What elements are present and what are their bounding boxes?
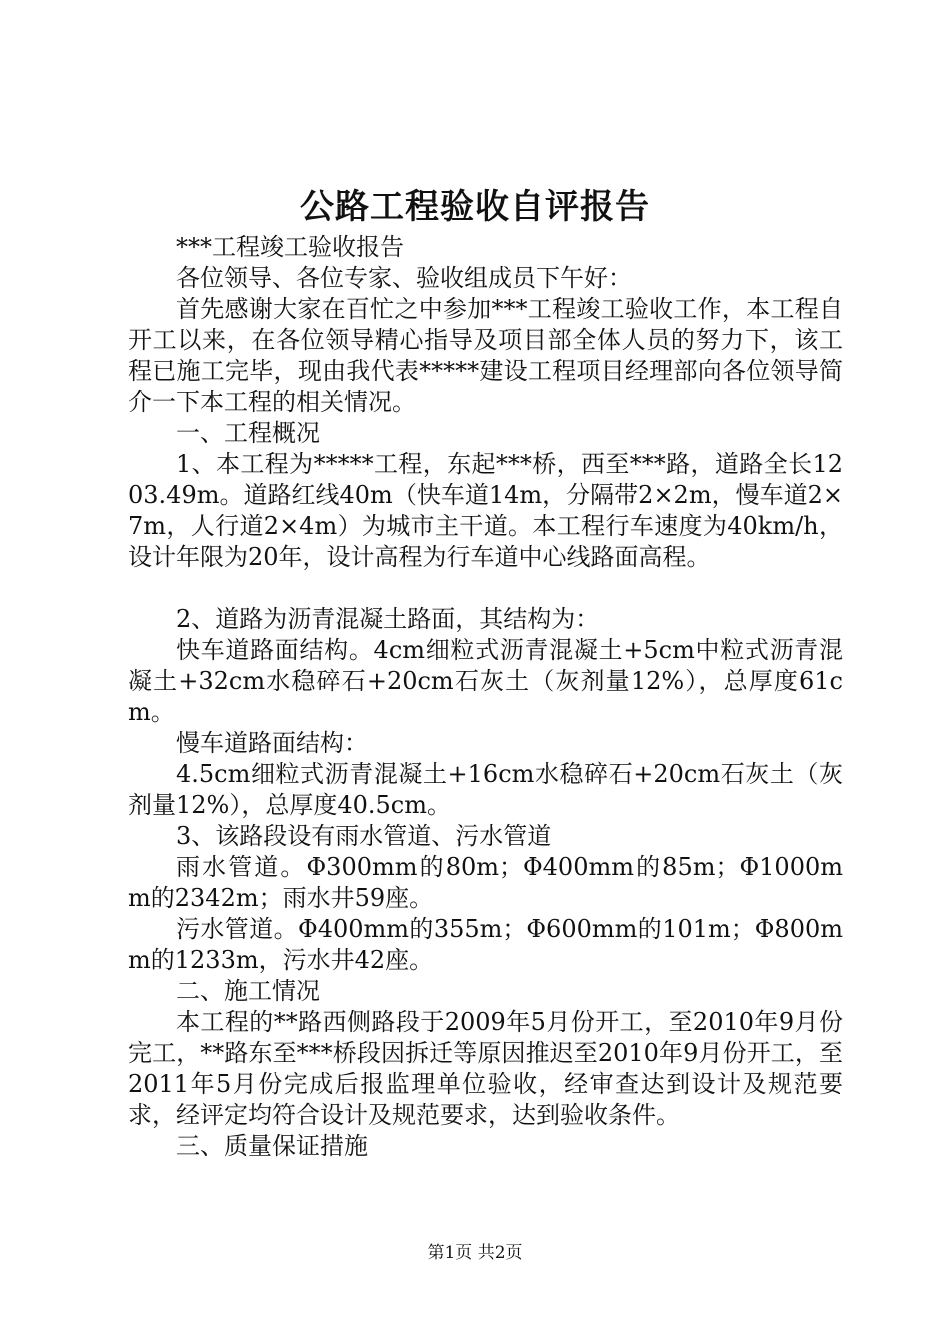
paragraph-rain-pipes: 雨水管道。Φ300mm的80m；Φ400mm的85m；Φ1000mm的2342m；雨水井59座。	[128, 853, 843, 912]
paragraph-report-heading: ***工程竣工验收报告	[176, 233, 404, 261]
section-heading-quality: 三、质量保证措施	[176, 1132, 368, 1160]
paragraph-construction: 本工程的**路西侧路段于2009年5月份开工，至2010年9月份完工，**路东至***桥段因拆迁等原因推迟至2010年9月份开工，至2011年5月份完成后报监理单位验收，经审查达到设计及规范要求，经评定均符合设计及规范要求，达到验收条件。	[128, 1008, 843, 1129]
paragraph-slow-lane-structure: 4.5cm细粒式沥青混凝土+16cm水稳碎石+20cm石灰土（灰剂量12%），总厚度40.5cm。	[128, 760, 843, 819]
section-heading-overview: 一、工程概况	[176, 419, 320, 447]
paragraph-greeting: 各位领导、各位专家、验收组成员下午好：	[176, 264, 632, 292]
paragraph-slow-lane-heading: 慢车道路面结构：	[176, 729, 368, 757]
document-title: 公路工程验收自评报告	[300, 187, 650, 227]
paragraph-sewage-pipes: 污水管道。Φ400mm的355m；Φ600mm的101m；Φ800mm的1233m，污水井42座。	[128, 915, 843, 974]
paragraph-overview-1: 1、本工程为*****工程，东起***桥，西至***路，道路全长1203.49m。道路红线40m（快车道14m，分隔带2×2m，慢车道2×7m，人行道2×4m）为城市主干道。本工程行车速度为40km/h，设计年限为20年，设计高程为行车道中心线路面高程。	[128, 450, 843, 571]
section-heading-construction: 二、施工情况	[176, 977, 320, 1005]
document-body	[128, 232, 843, 1162]
paragraph-pipelines: 3、该路段设有雨水管道、污水管道	[176, 822, 552, 850]
paragraph-intro: 首先感谢大家在百忙之中参加***工程竣工验收工作，本工程自开工以来，在各位领导精心指导及项目部全体人员的努力下，该工程已施工完毕，现由我代表*****建设工程项目经理部向各位领导简介一下本工程的相关情况。	[128, 295, 843, 416]
page-footer: 第1页 共2页	[427, 1243, 523, 1263]
paragraph-fast-lane-structure: 快车道路面结构。4cm细粒式沥青混凝土+5cm中粒式沥青混凝土+32cm水稳碎石+20cm石灰土（灰剂量12%），总厚度61cm。	[128, 636, 843, 726]
paragraph-overview-2: 2、道路为沥青混凝土路面，其结构为：	[176, 605, 600, 633]
